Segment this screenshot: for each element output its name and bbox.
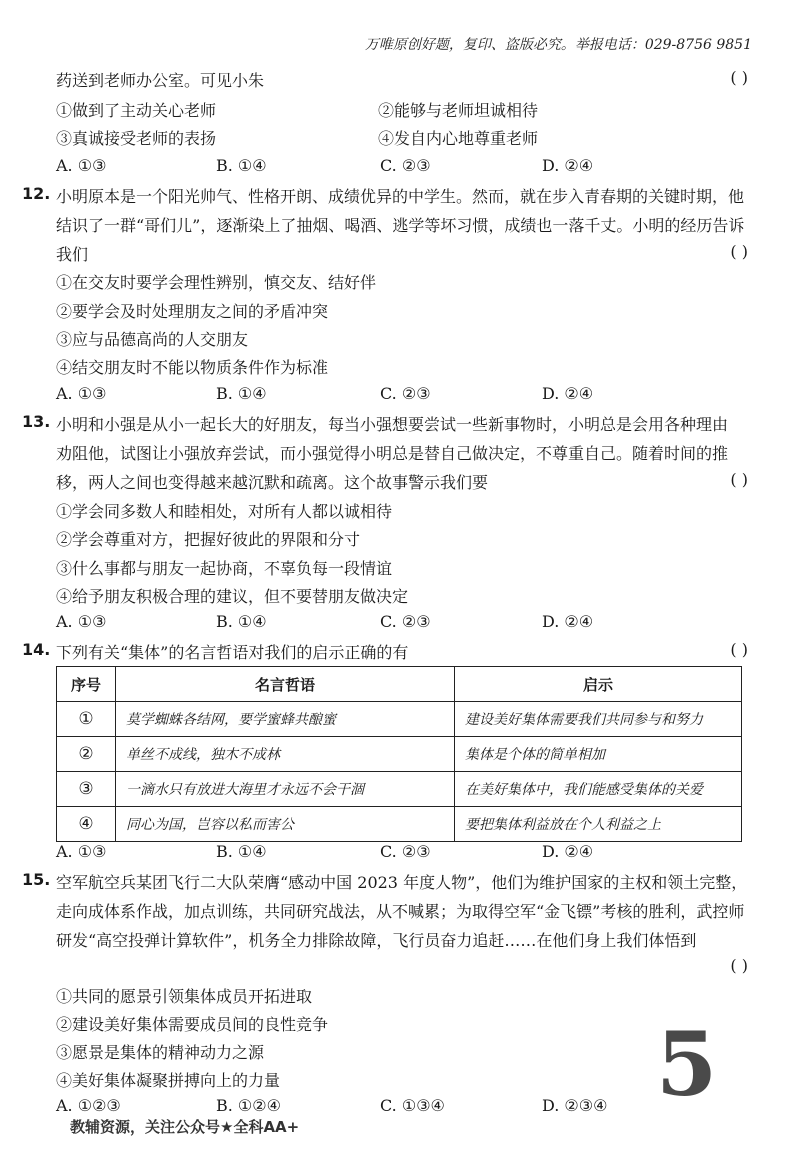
page-number: 5: [656, 1012, 718, 1116]
row-motto: 一滴水只有放进大海里才永远不会干涸: [116, 772, 455, 807]
q13-stem-line-3: 移，两人之间也变得越来越沉默和疏离。这个故事警示我们要: [56, 473, 489, 492]
row-index: ①: [57, 702, 116, 737]
q12-stem-line-1: 小明原本是一个阳光帅气、性格开朗、成绩优异的中学生。然而，就在步入青春期的关键时期，他: [56, 187, 745, 206]
q15-stem-line-3: 研发“高空投弹计算软件”，机务全力排除故障，飞行员奋力追赶……在他们身上我们体悟到: [56, 931, 697, 950]
page-header: 万唯原创好题，复印、盗版必究。举报电话：029-8756 9851: [364, 37, 752, 53]
q13-option-c: C. ②③: [380, 612, 431, 631]
q14-option-a: A. ①③: [56, 842, 107, 861]
q15-item-3: ③愿景是集体的精神动力之源: [56, 1043, 265, 1062]
q13-item-4: ④给予朋友积极合理的建议，但不要替朋友做决定: [56, 587, 409, 606]
q11-tail: 药送到老师办公室。可见小朱: [56, 71, 265, 90]
row-motto: 同心为国，岂容以私而害公: [116, 807, 455, 842]
q15-item-4: ④美好集体凝聚拼搏向上的力量: [56, 1071, 281, 1090]
q15-option-d: D. ②③④: [542, 1096, 608, 1115]
q12-item-1: ①在交友时要学会理性辨别，慎交友、结好伴: [56, 273, 377, 292]
row-motto: 莫学蜘蛛各结网，要学蜜蜂共酿蜜: [116, 702, 455, 737]
q11-option-a: A. ①③: [56, 156, 107, 175]
q12-option-d: D. ②④: [542, 384, 594, 403]
q15-stem-line-1: 空军航空兵某团飞行二大队荣膺“感动中国 2023 年度人物”，他们为维护国家的主权和领土完整，: [56, 873, 748, 892]
q13-item-2: ②学会尊重对方，把握好彼此的界限和分寸: [56, 530, 361, 549]
row-insight: 建设美好集体需要我们共同参与和努力: [455, 702, 742, 737]
q15-item-2: ②建设美好集体需要成员间的良性竞争: [56, 1015, 329, 1034]
q15-option-a: A. ①②③: [56, 1096, 121, 1115]
row-insight: 在美好集体中，我们能感受集体的关爱: [455, 772, 742, 807]
q14-option-c: C. ②③: [380, 842, 431, 861]
q13-item-3: ③什么事都与朋友一起协商，不辜负每一段情谊: [56, 559, 393, 578]
q12-stem-line-3: 我们: [56, 245, 89, 264]
q11-item-4: ④发自内心地尊重老师: [378, 129, 539, 148]
q15-number: 15.: [22, 870, 51, 889]
q11-option-c: C. ②③: [380, 156, 431, 175]
q14-number: 14.: [22, 640, 51, 659]
q14-option-d: D. ②④: [542, 842, 594, 861]
q13-item-1: ①学会同多数人和睦相处，对所有人都以诚相待: [56, 502, 393, 521]
q11-option-b: B. ①④: [216, 156, 267, 175]
q11-option-d: D. ②④: [542, 156, 594, 175]
q14-motto-table: [56, 666, 742, 842]
q13-number: 13.: [22, 412, 51, 431]
q15-bracket: ( ): [730, 956, 748, 975]
row-index: ②: [57, 737, 116, 772]
q11-item-2: ②能够与老师坦诚相待: [378, 101, 539, 120]
q14-stem: 下列有关“集体”的名言哲语对我们的启示正确的有: [56, 643, 409, 662]
footer-watermark: 教辅资源，关注公众号★全科AA+: [70, 1118, 300, 1136]
row-motto: 单丝不成线，独木不成林: [116, 737, 455, 772]
table-row: [57, 737, 742, 772]
table-header-insight: 启示: [455, 667, 742, 702]
row-insight: 集体是个体的简单相加: [455, 737, 742, 772]
table-header-index: 序号: [57, 667, 116, 702]
q11-item-1: ①做到了主动关心老师: [56, 101, 217, 120]
q13-bracket: ( ): [730, 470, 748, 489]
table-row: [57, 807, 742, 842]
q13-option-b: B. ①④: [216, 612, 267, 631]
q13-stem-line-1: 小明和小强是从小一起长大的好朋友，每当小强想要尝试一些新事物时，小明总是会用各种理由: [56, 415, 729, 434]
q15-option-b: B. ①②④: [216, 1096, 281, 1115]
q11-item-3: ③真诚接受老师的表扬: [56, 129, 217, 148]
q14-option-b: B. ①④: [216, 842, 267, 861]
q12-item-2: ②要学会及时处理朋友之间的矛盾冲突: [56, 302, 329, 321]
q12-option-a: A. ①③: [56, 384, 107, 403]
q14-bracket: ( ): [730, 640, 748, 659]
q12-item-4: ④结交朋友时不能以物质条件作为标准: [56, 358, 329, 377]
row-index: ④: [57, 807, 116, 842]
table-row: [57, 702, 742, 737]
q15-option-c: C. ①③④: [380, 1096, 445, 1115]
q12-number: 12.: [22, 184, 51, 203]
q13-stem-line-2: 劝阻他，试图让小强放弃尝试，而小强觉得小明总是替自己做决定，不尊重自己。随着时间的推: [56, 444, 729, 463]
row-index: ③: [57, 772, 116, 807]
q13-option-d: D. ②④: [542, 612, 594, 631]
q15-stem-line-2: 走向成体系作战，加点训练，共同研究战法，从不喊累；为取得空军“金飞镖”考核的胜利，武控师: [56, 902, 745, 921]
q12-stem-line-2: 结识了一群“哥们儿”，逐渐染上了抽烟、喝酒、逃学等坏习惯，成绩也一落千丈。小明的经历告诉: [56, 216, 745, 235]
q11-bracket: ( ): [730, 68, 748, 87]
q12-bracket: ( ): [730, 242, 748, 261]
q13-option-a: A. ①③: [56, 612, 107, 631]
table-header-motto: 名言哲语: [116, 667, 455, 702]
q12-item-3: ③应与品德高尚的人交朋友: [56, 330, 249, 349]
row-insight: 要把集体利益放在个人利益之上: [455, 807, 742, 842]
table-row: [57, 772, 742, 807]
q12-option-c: C. ②③: [380, 384, 431, 403]
q15-item-1: ①共同的愿景引领集体成员开拓进取: [56, 987, 313, 1006]
q12-option-b: B. ①④: [216, 384, 267, 403]
